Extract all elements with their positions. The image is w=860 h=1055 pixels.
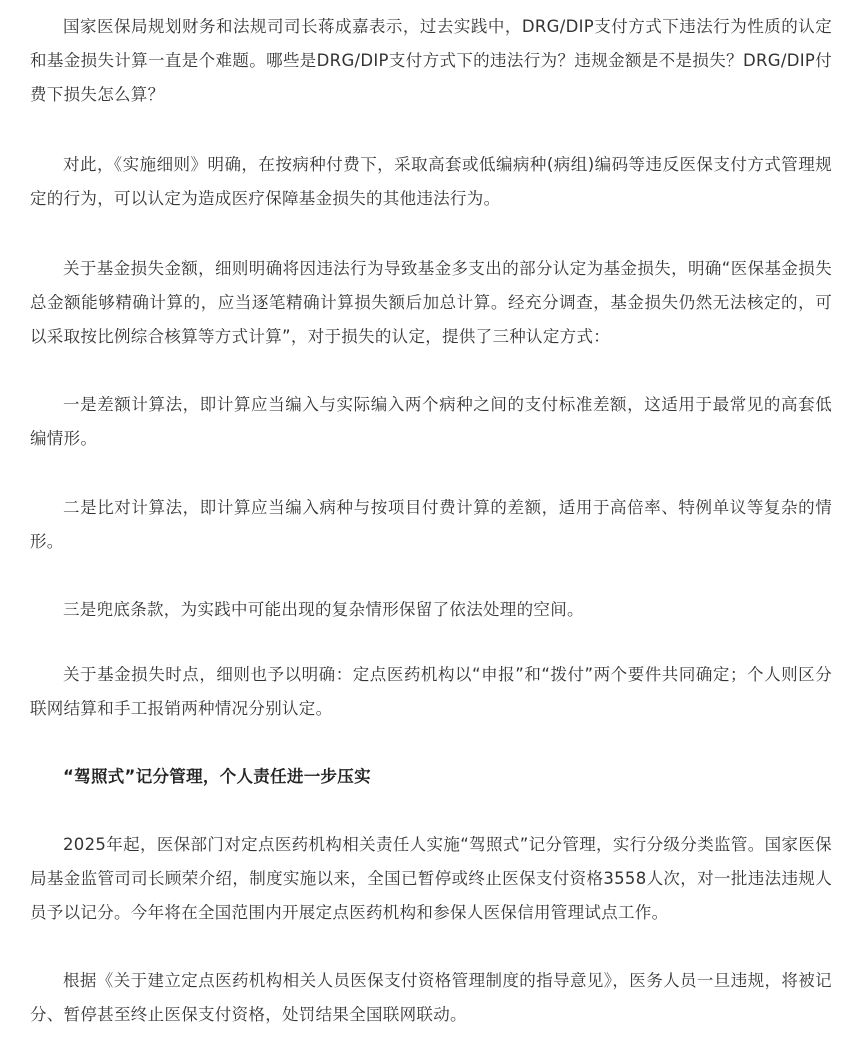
paragraph-loss-timing: 关于基金损失时点，细则也予以明确：定点医药机构以“申报”和“拨付”两个要件共同确定；个人则区分联网结算和手工报销两种情况分别认定。: [30, 665, 832, 718]
paragraph-difference-method: 一是差额计算法，即计算应当编入与实际编入两个病种之间的支付标准差额，这适用于最常见的高套低编情形。: [30, 395, 832, 448]
paragraph-drg-dip-problem: 国家医保局规划财务和法规司司长蒋成嘉表示，过去实践中，DRG/DIP支付方式下违法行为性质的认定和基金损失计算一直是个难题。哪些是DRG/DIP支付方式下的违法行为？违规金额是不是损失？DRG/DIP付费下损失怎么算？: [30, 17, 832, 104]
paragraph-fund-loss-amount: 关于基金损失金额，细则明确将因违法行为导致基金多支出的部分认定为基金损失，明确“医保基金损失总金额能够精确计算的，应当逐笔精确计算损失额后加总计算。经充分调查，基金损失仍然无法核定的，可以采取按比例综合核算等方式计算”，对于损失的认定，提供了三种认定方式：: [30, 259, 832, 346]
paragraph-implementation-rules: 对此，《实施细则》明确，在按病种付费下，采取高套或低编病种(病组)编码等违反医保支付方式管理规定的行为，可以认定为造成医疗保障基金损失的其他违法行为。: [30, 155, 832, 208]
paragraph-scoring-management: 2025年起，医保部门对定点医药机构相关责任人实施“驾照式”记分管理，实行分级分类监管。国家医保局基金监管司司长顾荣介绍，制度实施以来，全国已暂停或终止医保支付资格3558人次，对一批违法违规人员予以记分。今年将在全国范围内开展定点医药机构和参保人医保信用管理试点工作。: [30, 835, 832, 922]
paragraph-comparison-method: 二是比对计算法，即计算应当编入病种与按项目付费计算的差额，适用于高倍率、特例单议等复杂的情形。: [30, 498, 832, 551]
paragraph-guidance-opinion: 根据《关于建立定点医药机构相关人员医保支付资格管理制度的指导意见》，医务人员一旦违规，将被记分、暂停甚至终止医保支付资格，处罚结果全国联网联动。: [30, 971, 832, 1024]
paragraph-fallback-clause: 三是兜底条款，为实践中可能出现的复杂情形保留了依法处理的空间。: [63, 600, 584, 619]
section-heading-scoring: “驾照式”记分管理，个人责任进一步压实: [63, 767, 371, 786]
